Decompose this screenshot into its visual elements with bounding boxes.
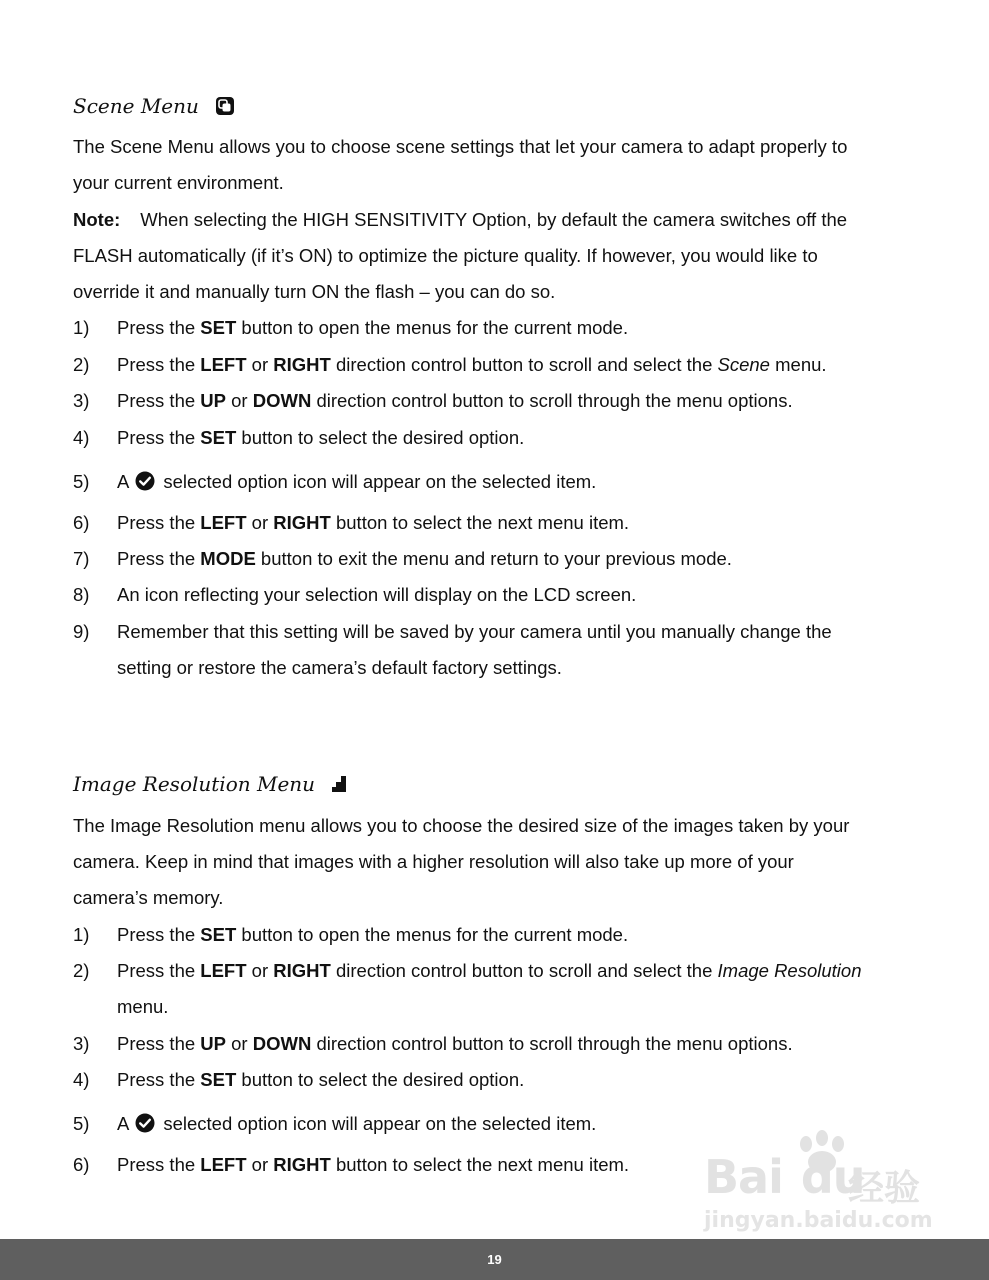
scene-menu-title: Scene Menu [73, 94, 199, 118]
resolution-intro-line-2: camera. Keep in mind that images with a higher resolution will also take up more of your [73, 851, 794, 872]
step-text: Press the LEFT or RIGHT direction control button to scroll and select the Image Resolution [117, 960, 862, 981]
resolution-menu-title: Image Resolution Menu [73, 772, 316, 796]
note-text-1: When selecting the HIGH SENSITIVITY Option, by default the camera switches off the [140, 209, 848, 230]
step-text: Remember that this setting will be saved by your camera until you manually change the [117, 621, 832, 642]
page-number: 19 [487, 1252, 502, 1267]
resolution-intro-line-1: The Image Resolution menu allows you to choose the desired size of the images taken by your [73, 815, 850, 836]
step-text: Press the UP or DOWN direction control button to scroll through the menu options. [117, 1033, 793, 1054]
step-number: 8) [73, 584, 90, 605]
step-number: 4) [73, 1069, 90, 1090]
step-text-continued: setting or restore the camera’s default factory settings. [117, 657, 562, 678]
baidu-watermark [700, 1130, 940, 1240]
resolution-menu-heading [73, 772, 351, 796]
scene-intro-line-1: The Scene Menu allows you to choose scene settings that let your camera to adapt properly to [73, 136, 848, 157]
scene-menu-heading [73, 94, 235, 118]
step-number: 1) [73, 317, 90, 338]
scene-note-line-1 [73, 209, 847, 231]
step-text-continued: menu. [117, 996, 169, 1017]
watermark-cn: 经验 [848, 1168, 921, 1209]
step-text: An icon reflecting your selection will display on the LCD screen. [117, 584, 637, 605]
step-text: Press the SET button to open the menus for the current mode. [117, 317, 629, 338]
step-text: A selected option icon will appear on the selected item. [117, 1113, 596, 1138]
step-number: 9) [73, 621, 90, 642]
step-number: 2) [73, 960, 90, 981]
selected-check-icon [135, 1113, 155, 1138]
step-text: Press the SET button to select the desired option. [117, 1069, 525, 1090]
resolution-intro-line-3: camera’s memory. [73, 887, 224, 908]
step-number: 6) [73, 1154, 90, 1175]
step-number: 7) [73, 548, 90, 569]
step-text: Press the UP or DOWN direction control button to scroll through the menu options. [117, 390, 793, 411]
selected-check-icon [135, 471, 155, 496]
step-number: 4) [73, 427, 90, 448]
step-number: 3) [73, 390, 90, 411]
page-footer [0, 1239, 989, 1280]
step-text: A selected option icon will appear on the selected item. [117, 471, 596, 496]
scene-intro-line-2: your current environment. [73, 172, 284, 193]
watermark-brand: Bai du [704, 1150, 865, 1204]
scene-note-line-3: override it and manually turn ON the flash – you can do so. [73, 281, 556, 302]
watermark-url: jingyan.baidu.com [704, 1208, 933, 1233]
step-number: 2) [73, 354, 90, 375]
step-number: 5) [73, 1113, 90, 1134]
note-label: Note: [73, 209, 121, 230]
step-number: 1) [73, 924, 90, 945]
step-text: Press the LEFT or RIGHT button to select the next menu item. [117, 1154, 630, 1175]
step-number: 3) [73, 1033, 90, 1054]
step-number: 6) [73, 512, 90, 533]
step-text: Press the SET button to select the desired option. [117, 427, 525, 448]
image-resolution-icon [331, 774, 351, 794]
step-text: Press the MODE button to exit the menu and return to your previous mode. [117, 548, 732, 569]
step-number: 5) [73, 471, 90, 492]
step-text: Press the LEFT or RIGHT button to select the next menu item. [117, 512, 630, 533]
scene-note-line-2: FLASH automatically (if it’s ON) to optimize the picture quality. If however, you would like to [73, 245, 818, 266]
scene-menu-icon [215, 96, 235, 116]
step-text: Press the SET button to open the menus for the current mode. [117, 924, 629, 945]
step-text: Press the LEFT or RIGHT direction control button to scroll and select the Scene menu. [117, 354, 827, 375]
